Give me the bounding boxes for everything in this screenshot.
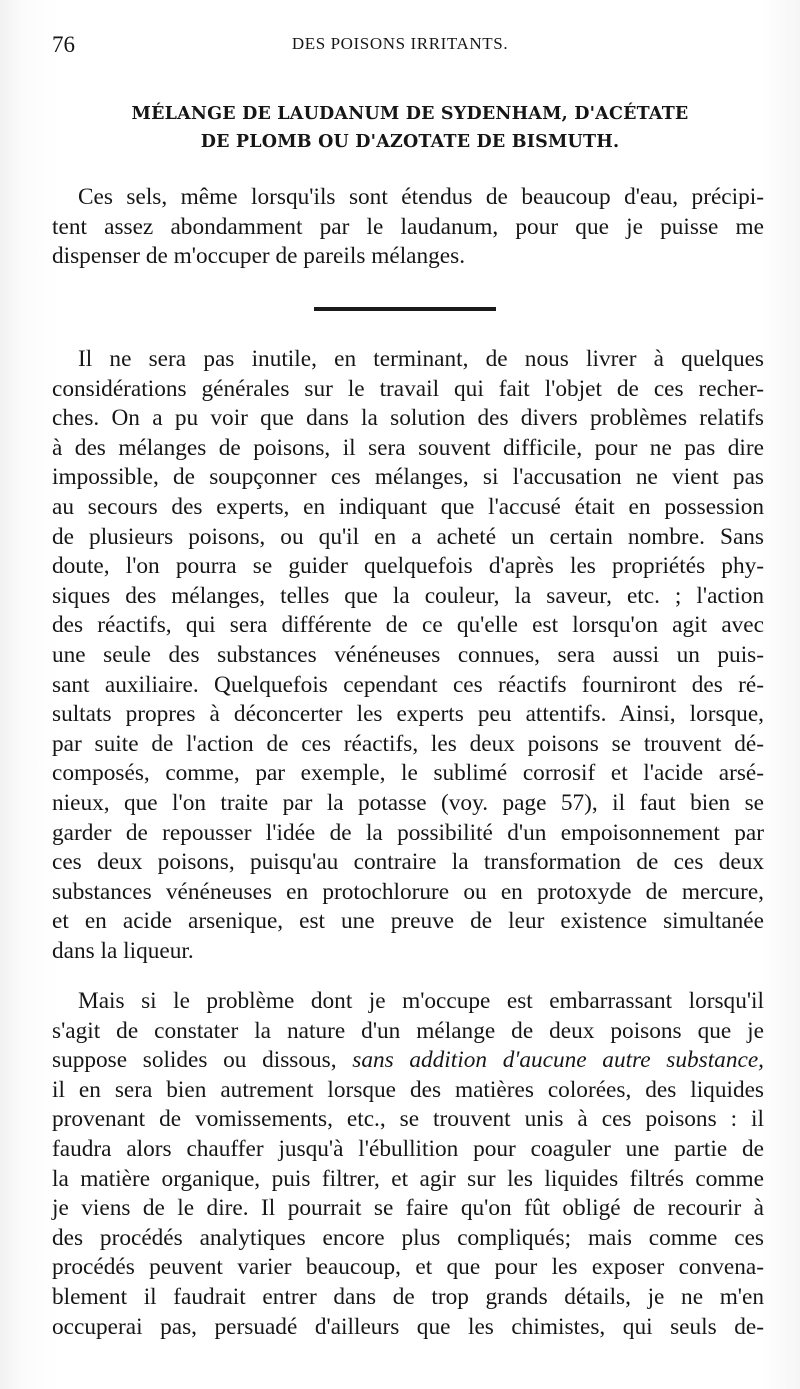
text-line: ces deux poisons, puisqu'au contraire la transformation de ces deux <box>52 849 764 876</box>
text-line: ches. On a pu voir que dans la solution des divers problèmes relatifs <box>52 405 764 432</box>
running-title: DES POISONS IRRITANTS. <box>291 34 509 53</box>
text-line: des réactifs, qui sera différente de ce qu'elle est lorsqu'on agit avec <box>52 612 764 639</box>
text-line: dans la liqueur. <box>52 937 194 964</box>
page-number: 76 <box>52 32 75 57</box>
section-title-line-1: MÉLANGE DE LAUDANUM DE SYDENHAM, D'ACÉTATE <box>131 104 689 124</box>
text-line: je viens de le dire. Il pourrait se faire qu'on fût obligé de recourir à <box>52 1195 764 1222</box>
paragraph-2 <box>52 345 764 966</box>
paragraph-1 <box>52 183 764 272</box>
text-line: doute, l'on pourra se guider quelquefois d'après les propriétés phy- <box>52 553 764 580</box>
text-line: provenant de vomissements, etc., se trouvent unis à ces poisons : il <box>52 1106 764 1133</box>
text-line: il en sera bien autrement lorsque des matières colorées, des liquides <box>52 1076 764 1103</box>
text-line: de plusieurs poisons, ou qu'il en a acheté un certain nombre. Sans <box>52 523 764 550</box>
section-title-line-2: DE PLOMB OU D'AZOTATE DE BISMUTH. <box>200 132 620 152</box>
text-line: nieux, que l'on traite par la potasse (voy. page 57), il faut bien se <box>52 789 764 816</box>
text-line: impossible, de soupçonner ces mélanges, si l'accusation ne vient pas <box>52 464 764 491</box>
text-line: composés, comme, par exemple, le sublimé corrosif et l'acide arsé- <box>52 760 764 787</box>
section-title <box>40 100 780 156</box>
text-line: sant auxiliaire. Quelquefois cependant ces réactifs fourniront des ré- <box>52 671 764 698</box>
text-segment: suppose solides ou dissous, <box>52 1047 353 1074</box>
paragraph-3 <box>52 987 764 1342</box>
text-line: dispenser de m'occuper de pareils mélanges. <box>52 243 466 270</box>
text-line: et en acide arsenique, est une preuve de leur existence simultanée <box>52 908 764 935</box>
text-line: Mais si le problème dont je m'occupe est embarrassant lorsqu'il <box>78 988 764 1014</box>
text-line: sultats propres à déconcerter les experts peu attentifs. Ainsi, lorsque, <box>52 701 764 728</box>
text-line: blement il faudrait entrer dans de trop grands détails, je ne m'en <box>52 1283 764 1310</box>
text-line: occuperai pas, persuadé d'ailleurs que les chimistes, qui seuls de- <box>52 1313 764 1340</box>
text-line: tent assez abondamment par le laudanum, pour que je puisse me <box>52 213 764 240</box>
text-line: Il ne sera pas inutile, en terminant, de nous livrer à quelques <box>78 346 764 372</box>
text-line: Ces sels, même lorsqu'ils sont étendus de beaucoup d'eau, précipi- <box>78 184 764 210</box>
text-line: siques des mélanges, telles que la couleur, la saveur, etc. ; l'action <box>52 582 764 609</box>
text-line: par suite de l'action de ces réactifs, les deux poisons se trouvent dé- <box>52 730 764 757</box>
text-line: garder de repousser l'idée de la possibilité d'un empoisonnement par <box>52 819 764 846</box>
section-divider <box>314 307 496 311</box>
text-line: une seule des substances vénéneuses connues, sera aussi un puis- <box>52 641 764 668</box>
text-line: au secours des experts, en indiquant que l'accusé était en possession <box>52 493 764 520</box>
text-line: substances vénéneuses en protochlorure ou en protoxyde de mercure, <box>52 878 764 905</box>
text-line: s'agit de constater la nature d'un mélange de deux poisons que je <box>52 1017 764 1044</box>
text-line: procédés peuvent varier beaucoup, et que pour les exposer convena- <box>52 1254 764 1281</box>
text-line: faudra alors chauffer jusqu'à l'ébullition pour coaguler une partie de <box>52 1135 764 1162</box>
text-line: considérations générales sur le travail qui fait l'objet de ces recher- <box>52 375 764 402</box>
italic-phrase: sans addition d'aucune autre substance, <box>352 1047 764 1074</box>
text-line-with-italic <box>52 1046 764 1076</box>
text-line: à des mélanges de poisons, il sera souvent difficile, pour ne pas dire <box>52 434 764 461</box>
text-line: la matière organique, puis filtrer, et agir sur les liquides filtrés comme <box>52 1165 764 1192</box>
text-line: des procédés analytiques encore plus compliqués; mais comme ces <box>52 1224 764 1251</box>
